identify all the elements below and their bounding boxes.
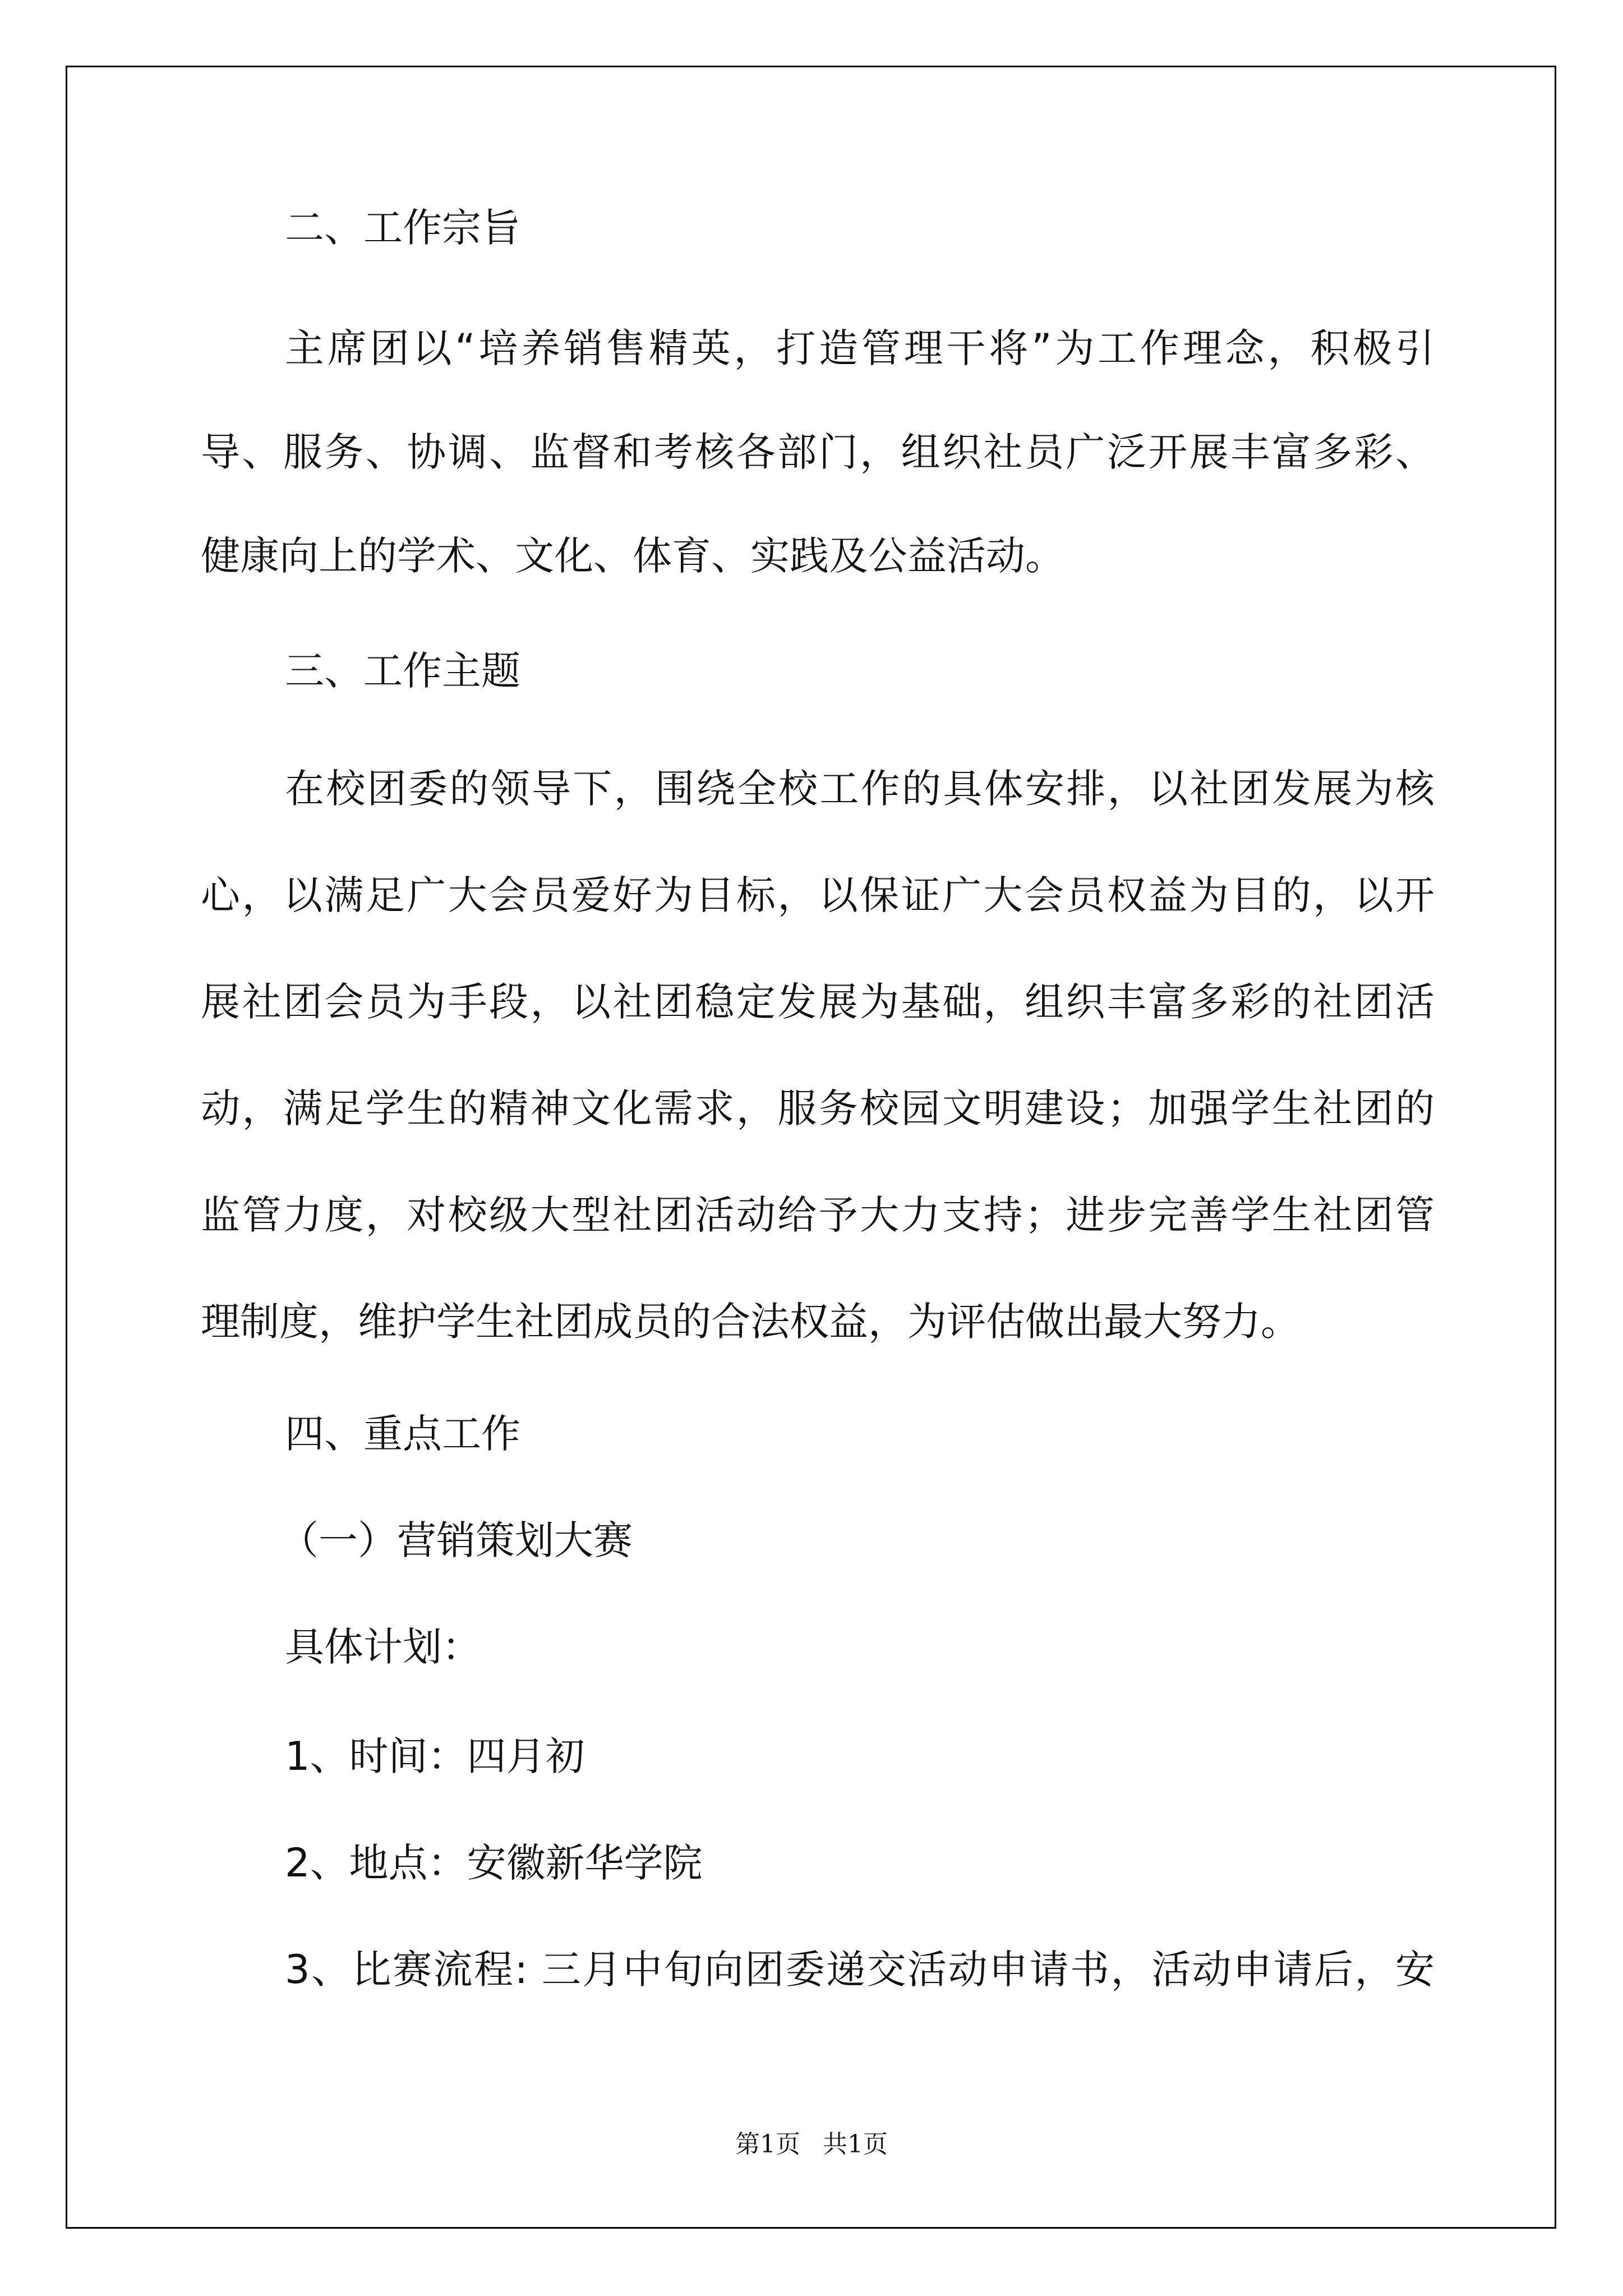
page-border — [66, 66, 1556, 2229]
section-heading-purpose: 二、工作宗旨 — [285, 205, 520, 251]
section-heading-key-work: 四、重点工作 — [285, 1411, 520, 1457]
paragraph-line: 展社团会员为手段，以社团稳定发展为基础，组织丰富多彩的社团活 — [201, 979, 1435, 1025]
page-number: 第1页 — [735, 2130, 800, 2159]
plan-label: 具体计划： — [285, 1624, 481, 1670]
plan-item-time: 1、时间：四月初 — [285, 1733, 585, 1779]
paragraph-line: 动，满足学生的精神文化需求，服务校园文明建设；加强学生社团的 — [201, 1085, 1435, 1131]
section-heading-theme: 三、工作主题 — [285, 648, 520, 694]
page-footer — [0, 2124, 1623, 2160]
paragraph-line: 监管力度，对校级大型社团活动给予大力支持；进步完善学生社团管 — [201, 1192, 1435, 1238]
page-total: 共1页 — [823, 2130, 888, 2159]
plan-item-location: 2、地点：安徽新华学院 — [285, 1840, 703, 1886]
paragraph-line: 理制度，维护学生社团成员的合法权益，为评估做出最大努力。 — [201, 1299, 1300, 1345]
subsection-heading: （一）营销策划大赛 — [279, 1517, 633, 1563]
paragraph-line: 健康向上的学术、文化、体育、实践及公益活动。 — [201, 533, 1064, 579]
plan-item-process: 3、比赛流程: 三月中旬向团委递交活动申请书，活动申请后，安 — [285, 1947, 1435, 1993]
paragraph-line: 在校团委的领导下，围绕全校工作的具体安排，以社团发展为核 — [285, 766, 1435, 812]
paragraph-line: 导、服务、协调、监督和考核各部门，组织社员广泛开展丰富多彩、 — [201, 429, 1435, 475]
paragraph-line: 主席团以“培养销售精英，打造管理干将”为工作理念，积极引 — [285, 325, 1435, 371]
paragraph-line: 心，以满足广大会员爱好为目标，以保证广大会员权益为目的，以开 — [201, 872, 1435, 918]
